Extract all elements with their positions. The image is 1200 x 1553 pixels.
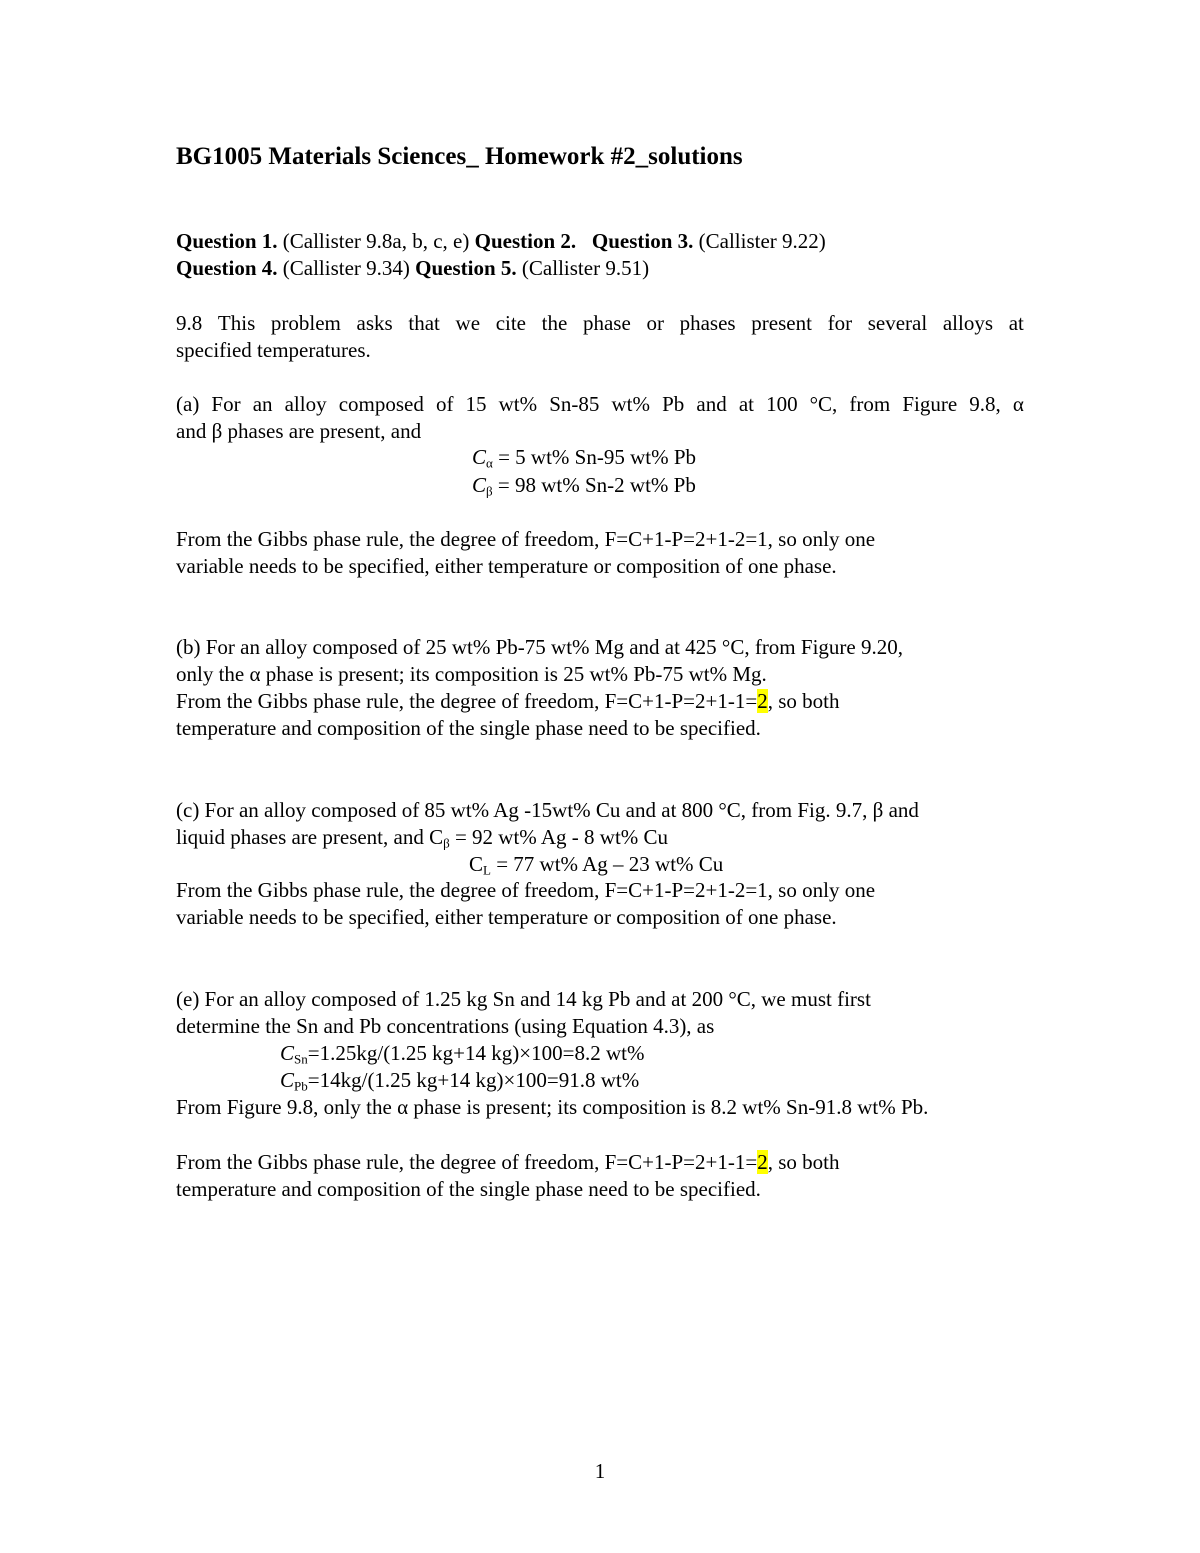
word: several [867, 311, 928, 335]
part-e-gibbs-line-1: From the Gibbs phase rule, the degree of freedom, F=C+1-P=2+1-1=2, so both [176, 1150, 840, 1174]
word: the [541, 311, 568, 335]
word: an [252, 392, 273, 416]
highlighted-answer: 2 [757, 1150, 768, 1174]
part-b-gibbs-line-2: temperature and composition of the single phase need to be specified. [176, 716, 761, 740]
word: α [1012, 392, 1024, 416]
part-a-c-alpha-equation: $C_\alpha = 5$ wt% Sn-95 wt% Pb [472, 445, 697, 471]
part-a-line-1 [176, 391, 1024, 418]
question-3-label: Question 3. [591, 229, 694, 253]
part-a-c-beta-equation: $C_\beta = 98$ wt% Sn-2 wt% Pb [472, 473, 696, 499]
part-b-line-2: only the α phase is present; its composition is 25 wt% Pb-75 wt% Mg. [176, 662, 767, 686]
question-list-line-1 [176, 228, 826, 255]
question-list-line-2 [176, 255, 649, 282]
part-e-line-2: determine the Sn and Pb concentrations (using Equation 4.3), as [176, 1014, 715, 1038]
word: phases [679, 311, 736, 335]
part-e-c-pb-equation: $C_{Pb}=14kg/(1.25$ kg+14 kg)×100=91.8 wt% [280, 1068, 640, 1094]
word: asks [356, 311, 393, 335]
part-a-line-2: and β phases are present, and [176, 419, 422, 443]
word: and [696, 392, 727, 416]
word: 9.8 [176, 311, 203, 335]
word: Figure [902, 392, 958, 416]
part-e-c-sn-equation: $C_{Sn}=1.25kg/(1.25$ kg+14 kg)×100=8.2 wt% [280, 1041, 645, 1067]
part-a-gibbs-line-2: variable needs to be specified, either temperature or composition of one phase. [176, 554, 837, 578]
word: alloys [942, 311, 994, 335]
part-c-line-1: (c) For an alloy composed of 85 wt% Ag -15wt% Cu and at 800 °C, from Fig. 9.7, β and [176, 798, 919, 822]
word: present [751, 311, 812, 335]
question-4-label: Question 4. [176, 256, 278, 280]
document-title: BG1005 Materials Sciences_ Homework #2_solutions [176, 143, 743, 170]
word: This [217, 311, 256, 335]
intro-line-1 [176, 310, 1024, 337]
word: from [849, 392, 891, 416]
question-5-label: Question 5. [415, 256, 517, 280]
part-c-gibbs-line-1: From the Gibbs phase rule, the degree of freedom, F=C+1-P=2+1-2=1, so only one [176, 878, 876, 902]
word: Pb [662, 392, 685, 416]
part-b-gibbs-line-1: From the Gibbs phase rule, the degree of freedom, F=C+1-P=2+1-1=2, so both [176, 689, 840, 713]
word: that [408, 311, 440, 335]
part-e-gibbs-line-2: temperature and composition of the single phase need to be specified. [176, 1177, 761, 1201]
word: we [455, 311, 481, 335]
highlighted-answer: 2 [757, 689, 768, 713]
word: wt% [498, 392, 538, 416]
intro-line-2: specified temperatures. [176, 338, 371, 362]
question-5-reference: (Callister 9.51) [516, 256, 650, 280]
word: composed [338, 392, 424, 416]
word: Sn-85 [549, 392, 600, 416]
word: 15 [465, 392, 487, 416]
word: or [646, 311, 664, 335]
part-c-c-liquid-equation: $C_L = 77$ wt% Ag – 23 wt% Cu [469, 852, 724, 878]
part-b-line-1: (b) For an alloy composed of 25 wt% Pb-75 wt% Mg and at 425 °C, from Figure 9.20, [176, 635, 903, 659]
part-a-gibbs-line-1: From the Gibbs phase rule, the degree of freedom, F=C+1-P=2+1-2=1, so only one [176, 527, 876, 551]
question-1-reference: (Callister 9.8a, b, c, e) [277, 229, 475, 253]
question-4-reference: (Callister 9.34) [277, 256, 416, 280]
question-1-label: Question 1. [176, 229, 278, 253]
word: problem [270, 311, 341, 335]
word: 9.8, [969, 392, 1001, 416]
part-e-line-3: From Figure 9.8, only the α phase is present; its composition is 8.2 wt% Sn-91.8 wt% Pb. [176, 1095, 929, 1119]
word: for [827, 311, 853, 335]
part-e-line-1: (e) For an alloy composed of 1.25 kg Sn and 14 kg Pb and at 200 °C, we must first [176, 987, 871, 1011]
part-c-line-2: liquid phases are present, and $C_\beta = 92$ wt% Ag - 8 wt% Cu [176, 825, 669, 851]
word: of [435, 392, 454, 416]
word: °C, [809, 392, 838, 416]
part-c-gibbs-line-2: variable needs to be specified, either temperature or composition of one phase. [176, 905, 837, 929]
word: wt% [611, 392, 651, 416]
page-number: 1 [594, 1459, 606, 1483]
word: For [211, 392, 241, 416]
word: alloy [284, 392, 327, 416]
word: 100 [766, 392, 798, 416]
word: cite [495, 311, 526, 335]
word: at [738, 392, 754, 416]
word: at [1008, 311, 1024, 335]
word: phase [582, 311, 631, 335]
word: (a) [176, 392, 200, 416]
question-2-label: Question 2. [474, 229, 577, 253]
question-3-reference: (Callister 9.22) [693, 229, 826, 253]
